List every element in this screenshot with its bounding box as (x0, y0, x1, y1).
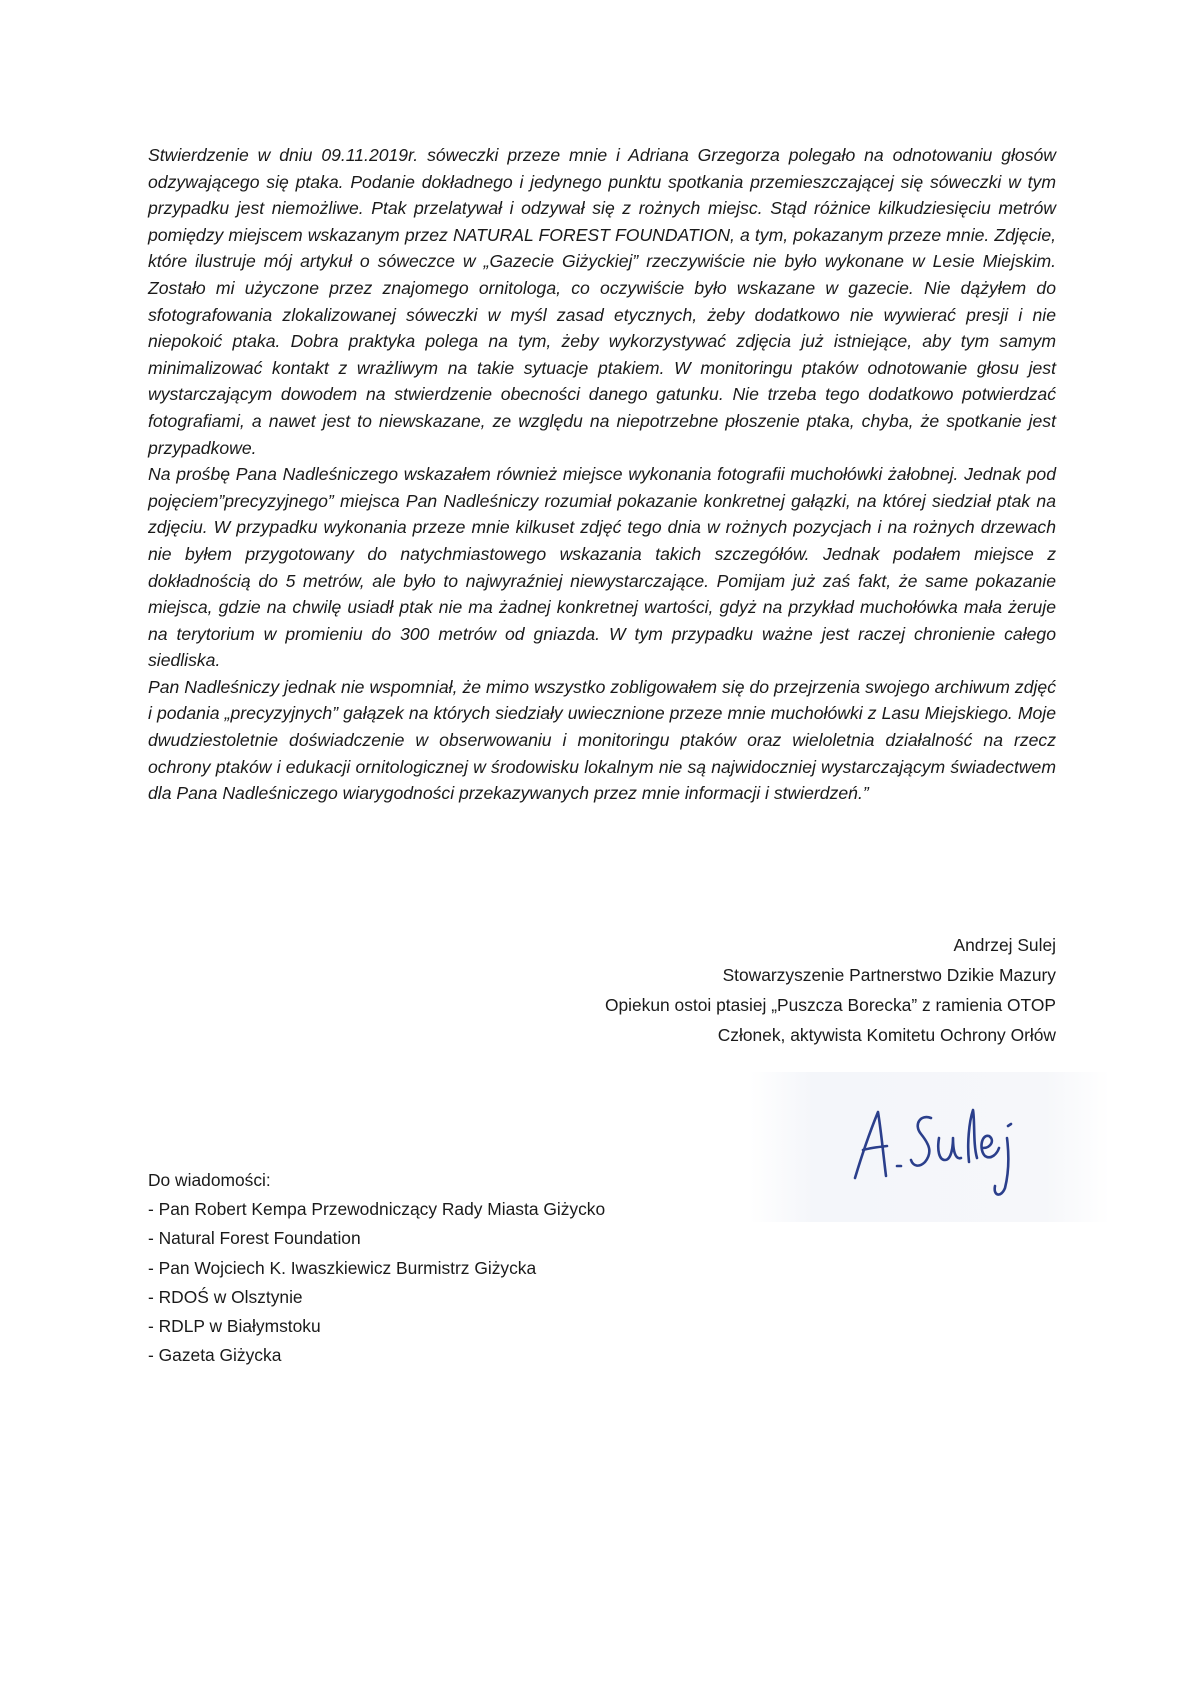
cc-recipient: - RDOŚ w Olsztynie (148, 1283, 605, 1312)
cc-recipient: - Pan Wojciech K. Iwaszkiewicz Burmistrz Giżycka (148, 1254, 605, 1283)
signature-drawing (845, 1100, 1045, 1200)
cc-recipient: - RDLP w Białymstoku (148, 1312, 605, 1341)
cc-heading: Do wiadomości: (148, 1170, 271, 1190)
author-membership: Członek, aktywista Komitetu Ochrony Orłów (717, 1025, 1056, 1045)
cc-recipient: - Gazeta Giżycka (148, 1341, 605, 1370)
body-paragraph: Pan Nadleśniczy jednak nie wspomniał, że mimo wszystko zobligowałem się do przejrzenia swojego archiwum zdjęć i podania „precyzyjnych” gałązek na których siedziały uwiecznione przeze mnie muchołówki z Lasu Miejskiego. Moje dwudziestoletnie doświadczenie w obserwowaniu i monitoringu ptaków oraz wieloletnia działalność na rzecz ochrony ptaków i edukacji ornitologicznej w środowisku lokalnym nie są najwidoczniej wystarczającym świadectwem dla Pana Nadleśniczego wiarygodności przekazywanych przez mnie informacji i stwierdzeń.” (148, 676, 1056, 804)
handwritten-signature (750, 1072, 1110, 1222)
cc-list (148, 1195, 605, 1370)
author-role: Opiekun ostoi ptasiej „Puszcza Borecka” z ramienia OTOP (604, 995, 1056, 1015)
cc-recipient: - Pan Robert Kempa Przewodniczący Rady Miasta Giżycko (148, 1195, 605, 1224)
cc-recipient: - Natural Forest Foundation (148, 1224, 605, 1253)
cc-block (148, 1166, 605, 1370)
body-paragraph: Stwierdzenie w dniu 09.11.2019r. sóweczki przeze mnie i Adriana Grzegorza polegało na odnotowaniu głosów odzywającego się ptaka. Podanie dokładnego i jedynego punktu spotkania przemieszczającej się sóweczki w tym przypadku jest niemożliwe. Ptak przelatywał i odzywał się z rożnych miejsc. Stąd różnice kilkudziesięciu metrów pomiędzy miejscem wskazanym przez NATURAL FOREST FOUNDATION, a tym, pokazanym przeze mnie. Zdjęcie, które ilustruje mój artykuł o sóweczce w „Gazecie Giżyckiej” rzeczywiście nie było wykonane w Lesie Miejskim. Zostało mi użyczone przez znajomego ornitologa, co oczywiście było wskazane w gazecie. Nie dążyłem do sfotografowania zlokalizowanej sóweczki w myśl zasad etycznych, żeby dodatkowo nie wywierać presji i nie niepokoić ptaka. Dobra praktyka polega na tym, żeby wykorzystywać zdjęcia już istniejące, aby tym samym minimalizować kontakt z wrażliwym na takie sytuacje ptakiem. W monitoringu ptaków odnotowanie głosu jest wystarczającym dowodem na stwierdzenie obecności danego gatunku. Nie trzeba tego dodatkowo potwierdzać fotografiami, a nawet jest to niewskazane, ze względu na niepotrzebne płoszenie ptaka, chyba, że spotkanie jest przypadkowe. (148, 145, 1056, 458)
body-paragraph: Na prośbę Pana Nadleśniczego wskazałem również miejsce wykonania fotografii muchołówki żałobnej. Jednak pod pojęciem”precyzyjnego” miejsca Pan Nadleśniczy rozumiał pokazanie konkretnej gałązki, na której siedział ptak na zdjęciu. W przypadku wykonania przeze mnie kilkuset zdjęć tego dnia w rożnych pozycjach i na rożnych drzewach nie byłem przygotowany do natychmiastowego wskazania takich szczegółów. Jednak podałem miejsce z dokładnością do 5 metrów, ale było to najwyraźniej niewystarczające. Pomijam już zaś fakt, że same pokazanie miejsca, gdzie na chwilę usiadł ptak nie ma żadnej konkretnej wartości, gdyż na przykład muchołówka mała żeruje na terytorium w promieniu do 300 metrów od gniazda. W tym przypadku ważne jest raczej chronienie całego siedliska. (148, 464, 1056, 671)
signature-block (605, 930, 1056, 1050)
letter-body (148, 142, 1056, 807)
author-affiliation: Stowarzyszenie Partnerstwo Dzikie Mazury (722, 965, 1056, 985)
author-name: Andrzej Sulej (953, 935, 1056, 955)
